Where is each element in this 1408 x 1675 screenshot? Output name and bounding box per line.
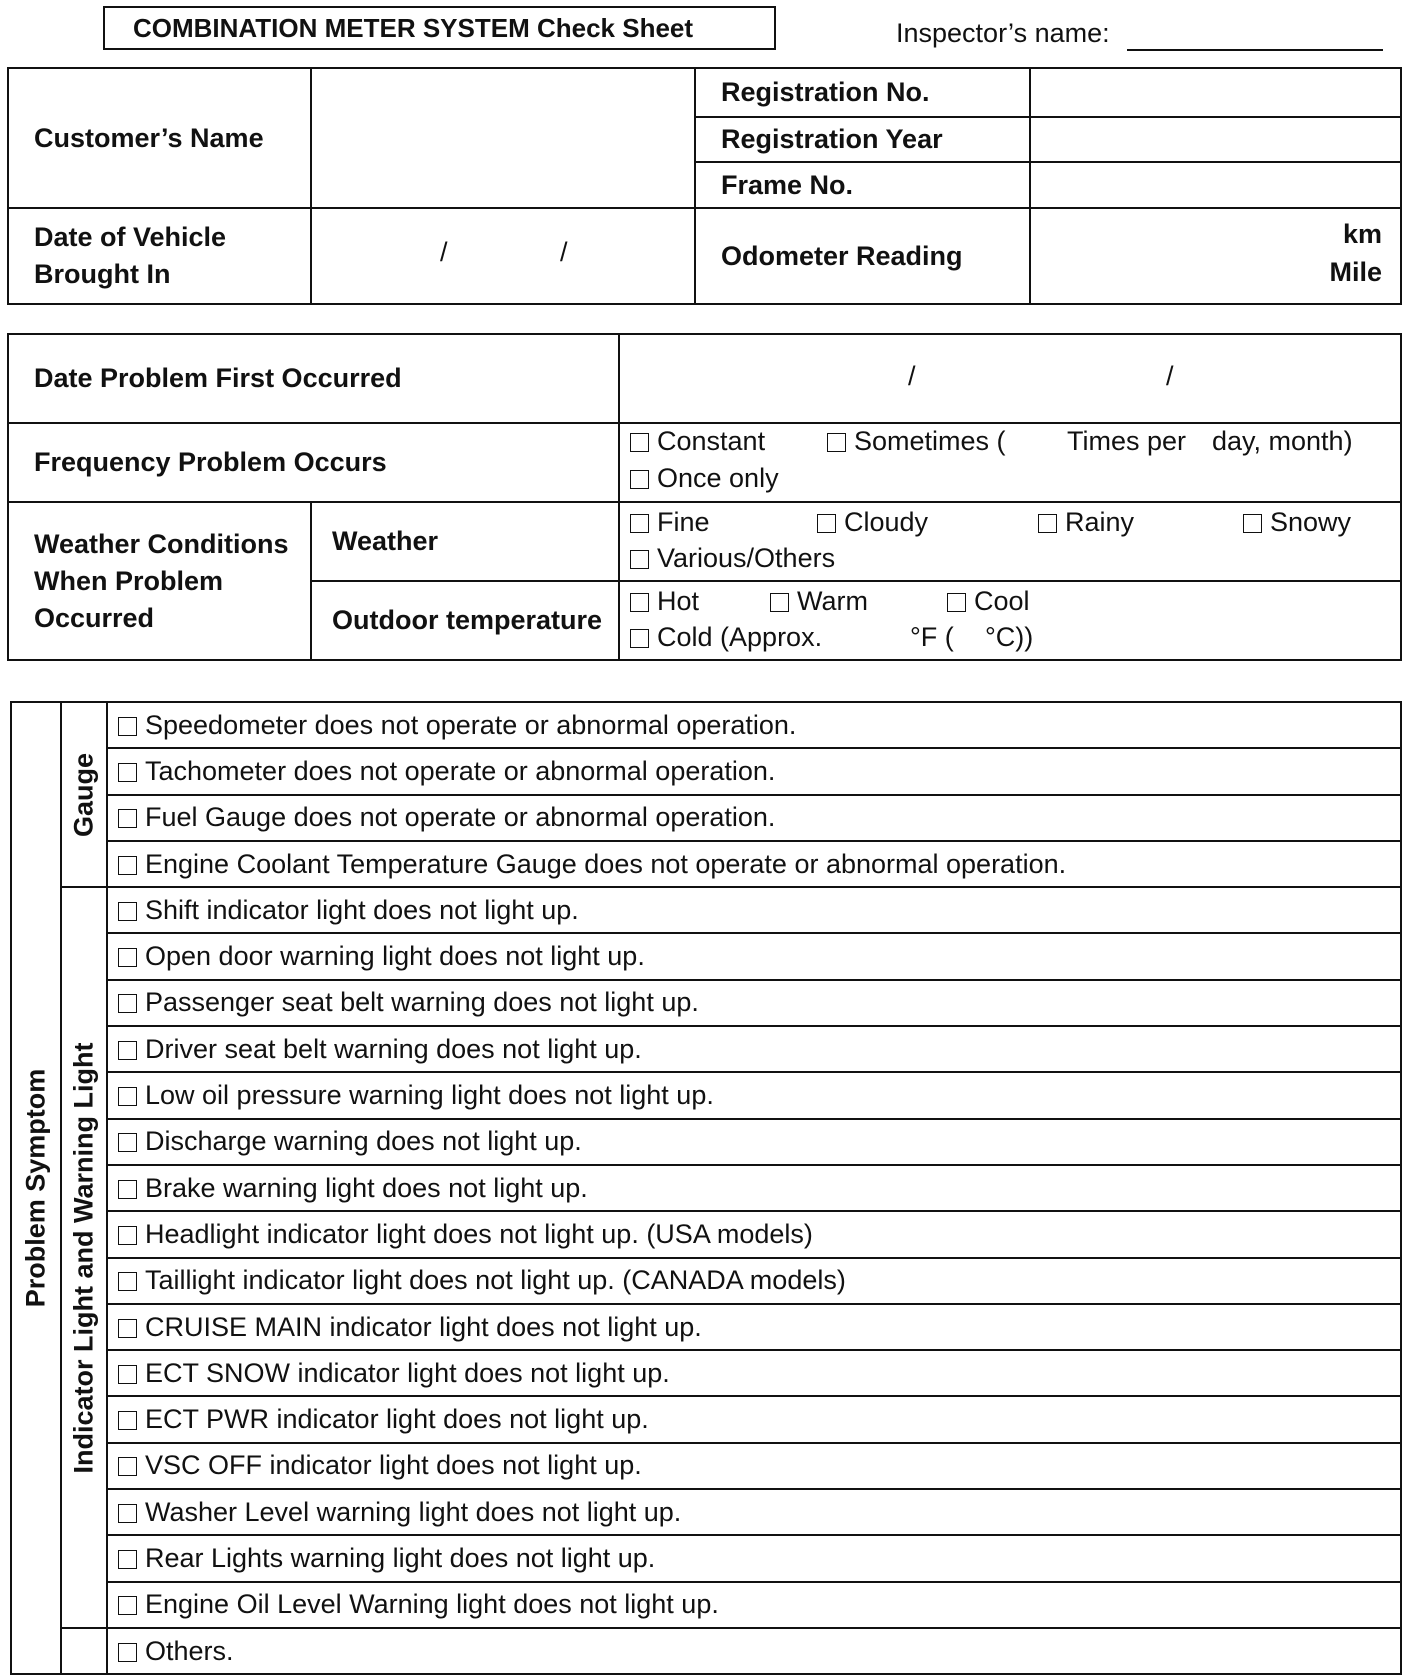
registration-year-field[interactable]: [1030, 117, 1401, 162]
symptom-item[interactable]: Fuel Gauge does not operate or abnormal operation.: [107, 795, 1401, 841]
unit-km: km: [1342, 219, 1382, 249]
symptom-item[interactable]: Shift indicator light does not light up.: [107, 887, 1401, 933]
symptom-item[interactable]: Taillight indicator light does not light up. (CANADA models): [107, 1258, 1401, 1304]
checkbox[interactable]: [118, 994, 137, 1013]
symptom-item[interactable]: Engine Oil Level Warning light does not light up.: [107, 1582, 1401, 1628]
symptom-item[interactable]: VSC OFF indicator light does not light up.: [107, 1443, 1401, 1489]
checkbox[interactable]: [770, 593, 789, 612]
checkbox[interactable]: [118, 763, 137, 782]
checkbox[interactable]: [118, 1643, 137, 1662]
checkbox[interactable]: [118, 948, 137, 967]
checkbox[interactable]: [118, 902, 137, 921]
registration-no-label: Registration No.: [695, 68, 1030, 117]
frequency-label: Frequency Problem Occurs: [8, 423, 619, 502]
date-separator: /: [440, 237, 448, 267]
checkbox[interactable]: [630, 433, 649, 452]
sheet-title: COMBINATION METER SYSTEM Check Sheet: [103, 6, 776, 50]
odometer-field[interactable]: [1030, 208, 1401, 304]
checkbox[interactable]: [118, 1596, 137, 1615]
problem-symptom-table: [10, 701, 1402, 1675]
symptom-item[interactable]: Low oil pressure warning light does not light up.: [107, 1072, 1401, 1118]
unit-mile: Mile: [1329, 257, 1382, 287]
symptom-item[interactable]: Brake warning light does not light up.: [107, 1165, 1401, 1211]
conditions-table: [7, 333, 1402, 661]
symptom-item[interactable]: Driver seat belt warning does not light up.: [107, 1026, 1401, 1072]
symptom-item[interactable]: CRUISE MAIN indicator light does not light up.: [107, 1304, 1401, 1350]
checkbox[interactable]: [118, 1226, 137, 1245]
registration-no-field[interactable]: [1030, 68, 1401, 117]
freq-constant-option[interactable]: Constant: [630, 426, 765, 457]
date-separator: /: [1166, 361, 1174, 391]
temp-options: [619, 581, 1401, 660]
inspector-name-field[interactable]: [1127, 49, 1383, 51]
checkbox[interactable]: [118, 1411, 137, 1430]
date-separator: /: [560, 237, 568, 267]
outdoor-temp-label: Outdoor temperature: [311, 581, 619, 660]
symptom-item[interactable]: ECT SNOW indicator light does not light up.: [107, 1350, 1401, 1396]
temp-celsius-label: °C)): [985, 622, 1034, 652]
frame-no-field[interactable]: [1030, 162, 1401, 208]
date-brought-in-field[interactable]: [311, 208, 695, 304]
weather-conditions-label: Weather Conditions When Problem Occurred: [8, 502, 311, 660]
checkbox[interactable]: [118, 1550, 137, 1569]
checkbox[interactable]: [118, 1272, 137, 1291]
weather-cloudy-option[interactable]: Cloudy: [817, 507, 928, 538]
checkbox[interactable]: [827, 433, 846, 452]
others-group-cell: [61, 1628, 107, 1674]
checkbox[interactable]: [630, 514, 649, 533]
checkbox[interactable]: [118, 809, 137, 828]
checkbox[interactable]: [118, 856, 137, 875]
checkbox[interactable]: [118, 1365, 137, 1384]
checkbox[interactable]: [118, 1504, 137, 1523]
symptom-item[interactable]: ECT PWR indicator light does not light up.: [107, 1396, 1401, 1442]
date-separator: /: [908, 361, 916, 391]
symptom-item[interactable]: Tachometer does not operate or abnormal operation.: [107, 748, 1401, 794]
symptom-item[interactable]: Washer Level warning light does not light up.: [107, 1489, 1401, 1535]
checkbox[interactable]: [118, 1319, 137, 1338]
customer-info-table: [7, 67, 1402, 305]
symptom-item[interactable]: Passenger seat belt warning does not light up.: [107, 980, 1401, 1026]
checkbox[interactable]: [118, 1457, 137, 1476]
freq-times-per-label: Times per: [1067, 426, 1187, 456]
gauge-group-label: Gauge: [61, 702, 107, 887]
weather-fine-option[interactable]: Fine: [630, 507, 710, 538]
registration-year-label: Registration Year: [695, 117, 1030, 162]
symptom-item[interactable]: Engine Coolant Temperature Gauge does not operate or abnormal operation.: [107, 841, 1401, 887]
freq-sometimes-option[interactable]: Sometimes (: [827, 426, 1006, 457]
checkbox[interactable]: [118, 717, 137, 736]
checkbox[interactable]: [118, 1041, 137, 1060]
freq-day-month-label: day, month): [1212, 426, 1353, 456]
temp-warm-option[interactable]: Warm: [770, 586, 868, 617]
checkbox[interactable]: [630, 593, 649, 612]
frequency-options: [619, 423, 1401, 502]
odometer-label: Odometer Reading: [695, 208, 1030, 304]
date-brought-in-label: Date of Vehicle Brought In: [8, 208, 311, 304]
indicator-group-label: Indicator Light and Warning Light: [61, 887, 107, 1628]
symptom-item[interactable]: Others.: [107, 1628, 1401, 1674]
temp-fahrenheit-label: °F (: [910, 622, 954, 652]
temp-cool-option[interactable]: Cool: [947, 586, 1030, 617]
symptom-item[interactable]: Headlight indicator light does not light up. (USA models): [107, 1211, 1401, 1257]
customer-name-label: Customer’s Name: [8, 68, 311, 208]
symptom-item[interactable]: Speedometer does not operate or abnormal operation.: [107, 702, 1401, 748]
checkbox[interactable]: [630, 629, 649, 648]
checkbox[interactable]: [817, 514, 836, 533]
temp-hot-option[interactable]: Hot: [630, 586, 699, 617]
inspector-name-label: Inspector’s name:: [896, 18, 1110, 48]
date-first-occurred-label: Date Problem First Occurred: [8, 334, 619, 423]
checkbox[interactable]: [630, 470, 649, 489]
weather-snowy-option[interactable]: Snowy: [1243, 507, 1351, 538]
weather-options: [619, 502, 1401, 581]
symptom-item[interactable]: Rear Lights warning light does not light up.: [107, 1535, 1401, 1581]
checkbox[interactable]: [630, 550, 649, 569]
date-first-occurred-field[interactable]: [619, 334, 1401, 423]
problem-symptom-label: Problem Symptom: [11, 702, 61, 1674]
weather-rainy-option[interactable]: Rainy: [1038, 507, 1134, 538]
checkbox[interactable]: [118, 1133, 137, 1152]
weather-various-option[interactable]: Various/Others: [630, 543, 835, 574]
frame-no-label: Frame No.: [695, 162, 1030, 208]
symptom-item[interactable]: Discharge warning does not light up.: [107, 1119, 1401, 1165]
temp-cold-option[interactable]: Cold (Approx.: [630, 622, 822, 653]
checkbox[interactable]: [118, 1087, 137, 1106]
symptom-item[interactable]: Open door warning light does not light up.: [107, 933, 1401, 979]
weather-label: Weather: [311, 502, 619, 581]
checkbox[interactable]: [118, 1180, 137, 1199]
customer-name-field[interactable]: [311, 68, 695, 208]
checkbox[interactable]: [1243, 514, 1262, 533]
checkbox[interactable]: [1038, 514, 1057, 533]
checkbox[interactable]: [947, 593, 966, 612]
freq-once-option[interactable]: Once only: [630, 463, 779, 494]
